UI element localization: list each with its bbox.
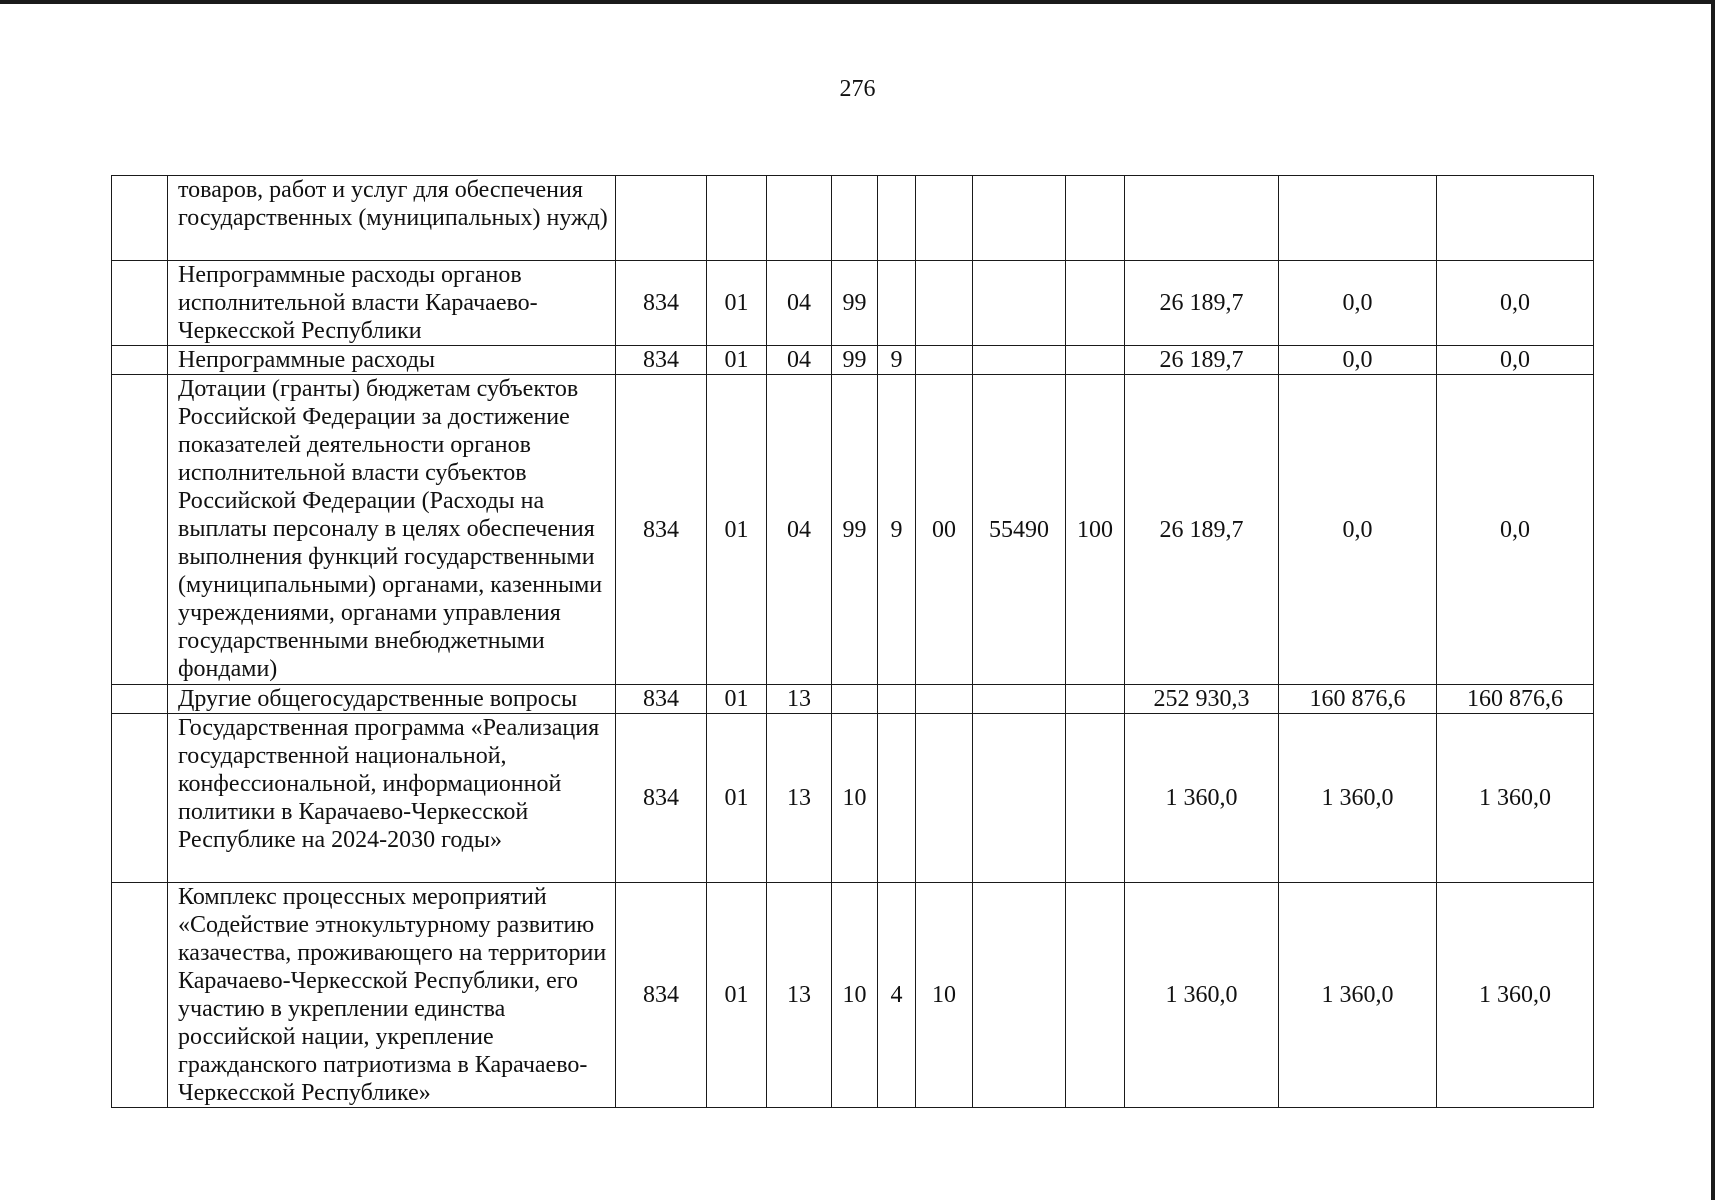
section-code-cell: 01 <box>707 261 767 346</box>
target-article-part1-cell: 99 <box>832 375 878 685</box>
row-number-cell <box>112 375 168 685</box>
amount-year2-cell: 1 360,0 <box>1279 714 1437 883</box>
item-name-cell: Дотации (гранты) бюджетам субъектов Российской Федерации за достижение показателей деятельности органов исполнительной власти субъектов Российской Федерации (Расходы на выплаты персоналу в целях обеспечения выполнения функций государственными (муниципальными) органами, казенными учреждениями, органами управления государственными внебюджетными фондами) <box>168 375 616 685</box>
target-article-part4-cell <box>973 685 1066 714</box>
item-name-cell: Другие общегосударственные вопросы <box>168 685 616 714</box>
amount-year2-cell: 0,0 <box>1279 346 1437 375</box>
target-article-part4-cell <box>973 714 1066 883</box>
item-name-cell: Комплекс процессных мероприятий «Содействие этнокультурному развитию казачества, проживающего на территории Карачаево-Черкесской Республики, его участию в укреплении единства российской нации, укрепление гражданского патриотизма в Карачаево-Черкесской Республике» <box>168 883 616 1108</box>
table-row <box>112 375 1594 685</box>
target-article-part3-cell: 10 <box>916 883 973 1108</box>
row-number-cell <box>112 714 168 883</box>
target-article-part1-cell <box>832 685 878 714</box>
target-article-part4-cell <box>973 346 1066 375</box>
row-number-cell <box>112 685 168 714</box>
row-number-cell <box>112 883 168 1108</box>
target-article-part4-cell <box>973 176 1066 261</box>
department-code-cell: 834 <box>616 346 707 375</box>
amount-year1-cell: 26 189,7 <box>1125 261 1279 346</box>
expense-type-cell <box>1066 685 1125 714</box>
amount-year3-cell: 0,0 <box>1437 261 1594 346</box>
amount-year2-cell: 0,0 <box>1279 261 1437 346</box>
table-row <box>112 176 1594 261</box>
expense-type-cell <box>1066 261 1125 346</box>
scan-top-edge <box>0 0 1715 4</box>
target-article-part3-cell <box>916 176 973 261</box>
amount-year2-cell <box>1279 176 1437 261</box>
target-article-part1-cell <box>832 176 878 261</box>
table-row <box>112 346 1594 375</box>
target-article-part4-cell <box>973 261 1066 346</box>
amount-year3-cell <box>1437 176 1594 261</box>
amount-year2-cell: 0,0 <box>1279 375 1437 685</box>
subsection-code-cell <box>767 176 832 261</box>
scan-right-edge <box>1711 0 1715 1200</box>
amount-year2-cell: 1 360,0 <box>1279 883 1437 1108</box>
item-name-cell: Государственная программа «Реализация государственной национальной, конфессиональной, информационной политики в Карачаево-Черкесской Республике на 2024-2030 годы» <box>168 714 616 883</box>
target-article-part2-cell <box>878 176 916 261</box>
target-article-part1-cell: 99 <box>832 346 878 375</box>
amount-year1-cell: 26 189,7 <box>1125 346 1279 375</box>
target-article-part2-cell <box>878 261 916 346</box>
table-row <box>112 714 1594 883</box>
target-article-part1-cell: 10 <box>832 883 878 1108</box>
subsection-code-cell: 04 <box>767 261 832 346</box>
target-article-part3-cell <box>916 714 973 883</box>
department-code-cell: 834 <box>616 883 707 1108</box>
amount-year3-cell: 0,0 <box>1437 375 1594 685</box>
item-name-cell: Непрограммные расходы <box>168 346 616 375</box>
target-article-part3-cell <box>916 346 973 375</box>
section-code-cell: 01 <box>707 883 767 1108</box>
subsection-code-cell: 13 <box>767 714 832 883</box>
row-number-cell <box>112 346 168 375</box>
expense-type-cell <box>1066 883 1125 1108</box>
item-name-cell: товаров, работ и услуг для обеспечения государственных (муниципальных) нужд) <box>168 176 616 261</box>
amount-year1-cell: 1 360,0 <box>1125 714 1279 883</box>
target-article-part2-cell <box>878 714 916 883</box>
department-code-cell: 834 <box>616 685 707 714</box>
budget-table <box>111 175 1594 1108</box>
target-article-part2-cell: 9 <box>878 375 916 685</box>
expense-type-cell <box>1066 176 1125 261</box>
section-code-cell <box>707 176 767 261</box>
subsection-code-cell: 04 <box>767 375 832 685</box>
target-article-part2-cell <box>878 685 916 714</box>
subsection-code-cell: 13 <box>767 883 832 1108</box>
row-number-cell <box>112 176 168 261</box>
section-code-cell: 01 <box>707 685 767 714</box>
row-number-cell <box>112 261 168 346</box>
item-name-cell: Непрограммные расходы органов исполнительной власти Карачаево-Черкесской Республики <box>168 261 616 346</box>
department-code-cell <box>616 176 707 261</box>
expense-type-cell: 100 <box>1066 375 1125 685</box>
target-article-part4-cell: 55490 <box>973 375 1066 685</box>
target-article-part4-cell <box>973 883 1066 1108</box>
amount-year1-cell: 252 930,3 <box>1125 685 1279 714</box>
table-row <box>112 685 1594 714</box>
page-number: 276 <box>839 76 876 102</box>
target-article-part3-cell <box>916 685 973 714</box>
department-code-cell: 834 <box>616 261 707 346</box>
target-article-part3-cell <box>916 261 973 346</box>
department-code-cell: 834 <box>616 375 707 685</box>
subsection-code-cell: 04 <box>767 346 832 375</box>
expense-type-cell <box>1066 346 1125 375</box>
table-row <box>112 261 1594 346</box>
amount-year3-cell: 160 876,6 <box>1437 685 1594 714</box>
amount-year2-cell: 160 876,6 <box>1279 685 1437 714</box>
target-article-part1-cell: 10 <box>832 714 878 883</box>
expense-type-cell <box>1066 714 1125 883</box>
amount-year1-cell: 1 360,0 <box>1125 883 1279 1108</box>
amount-year3-cell: 0,0 <box>1437 346 1594 375</box>
section-code-cell: 01 <box>707 346 767 375</box>
section-code-cell: 01 <box>707 375 767 685</box>
amount-year1-cell: 26 189,7 <box>1125 375 1279 685</box>
subsection-code-cell: 13 <box>767 685 832 714</box>
target-article-part3-cell: 00 <box>916 375 973 685</box>
section-code-cell: 01 <box>707 714 767 883</box>
amount-year1-cell <box>1125 176 1279 261</box>
amount-year3-cell: 1 360,0 <box>1437 714 1594 883</box>
target-article-part1-cell: 99 <box>832 261 878 346</box>
table-row <box>112 883 1594 1108</box>
department-code-cell: 834 <box>616 714 707 883</box>
target-article-part2-cell: 9 <box>878 346 916 375</box>
amount-year3-cell: 1 360,0 <box>1437 883 1594 1108</box>
target-article-part2-cell: 4 <box>878 883 916 1108</box>
